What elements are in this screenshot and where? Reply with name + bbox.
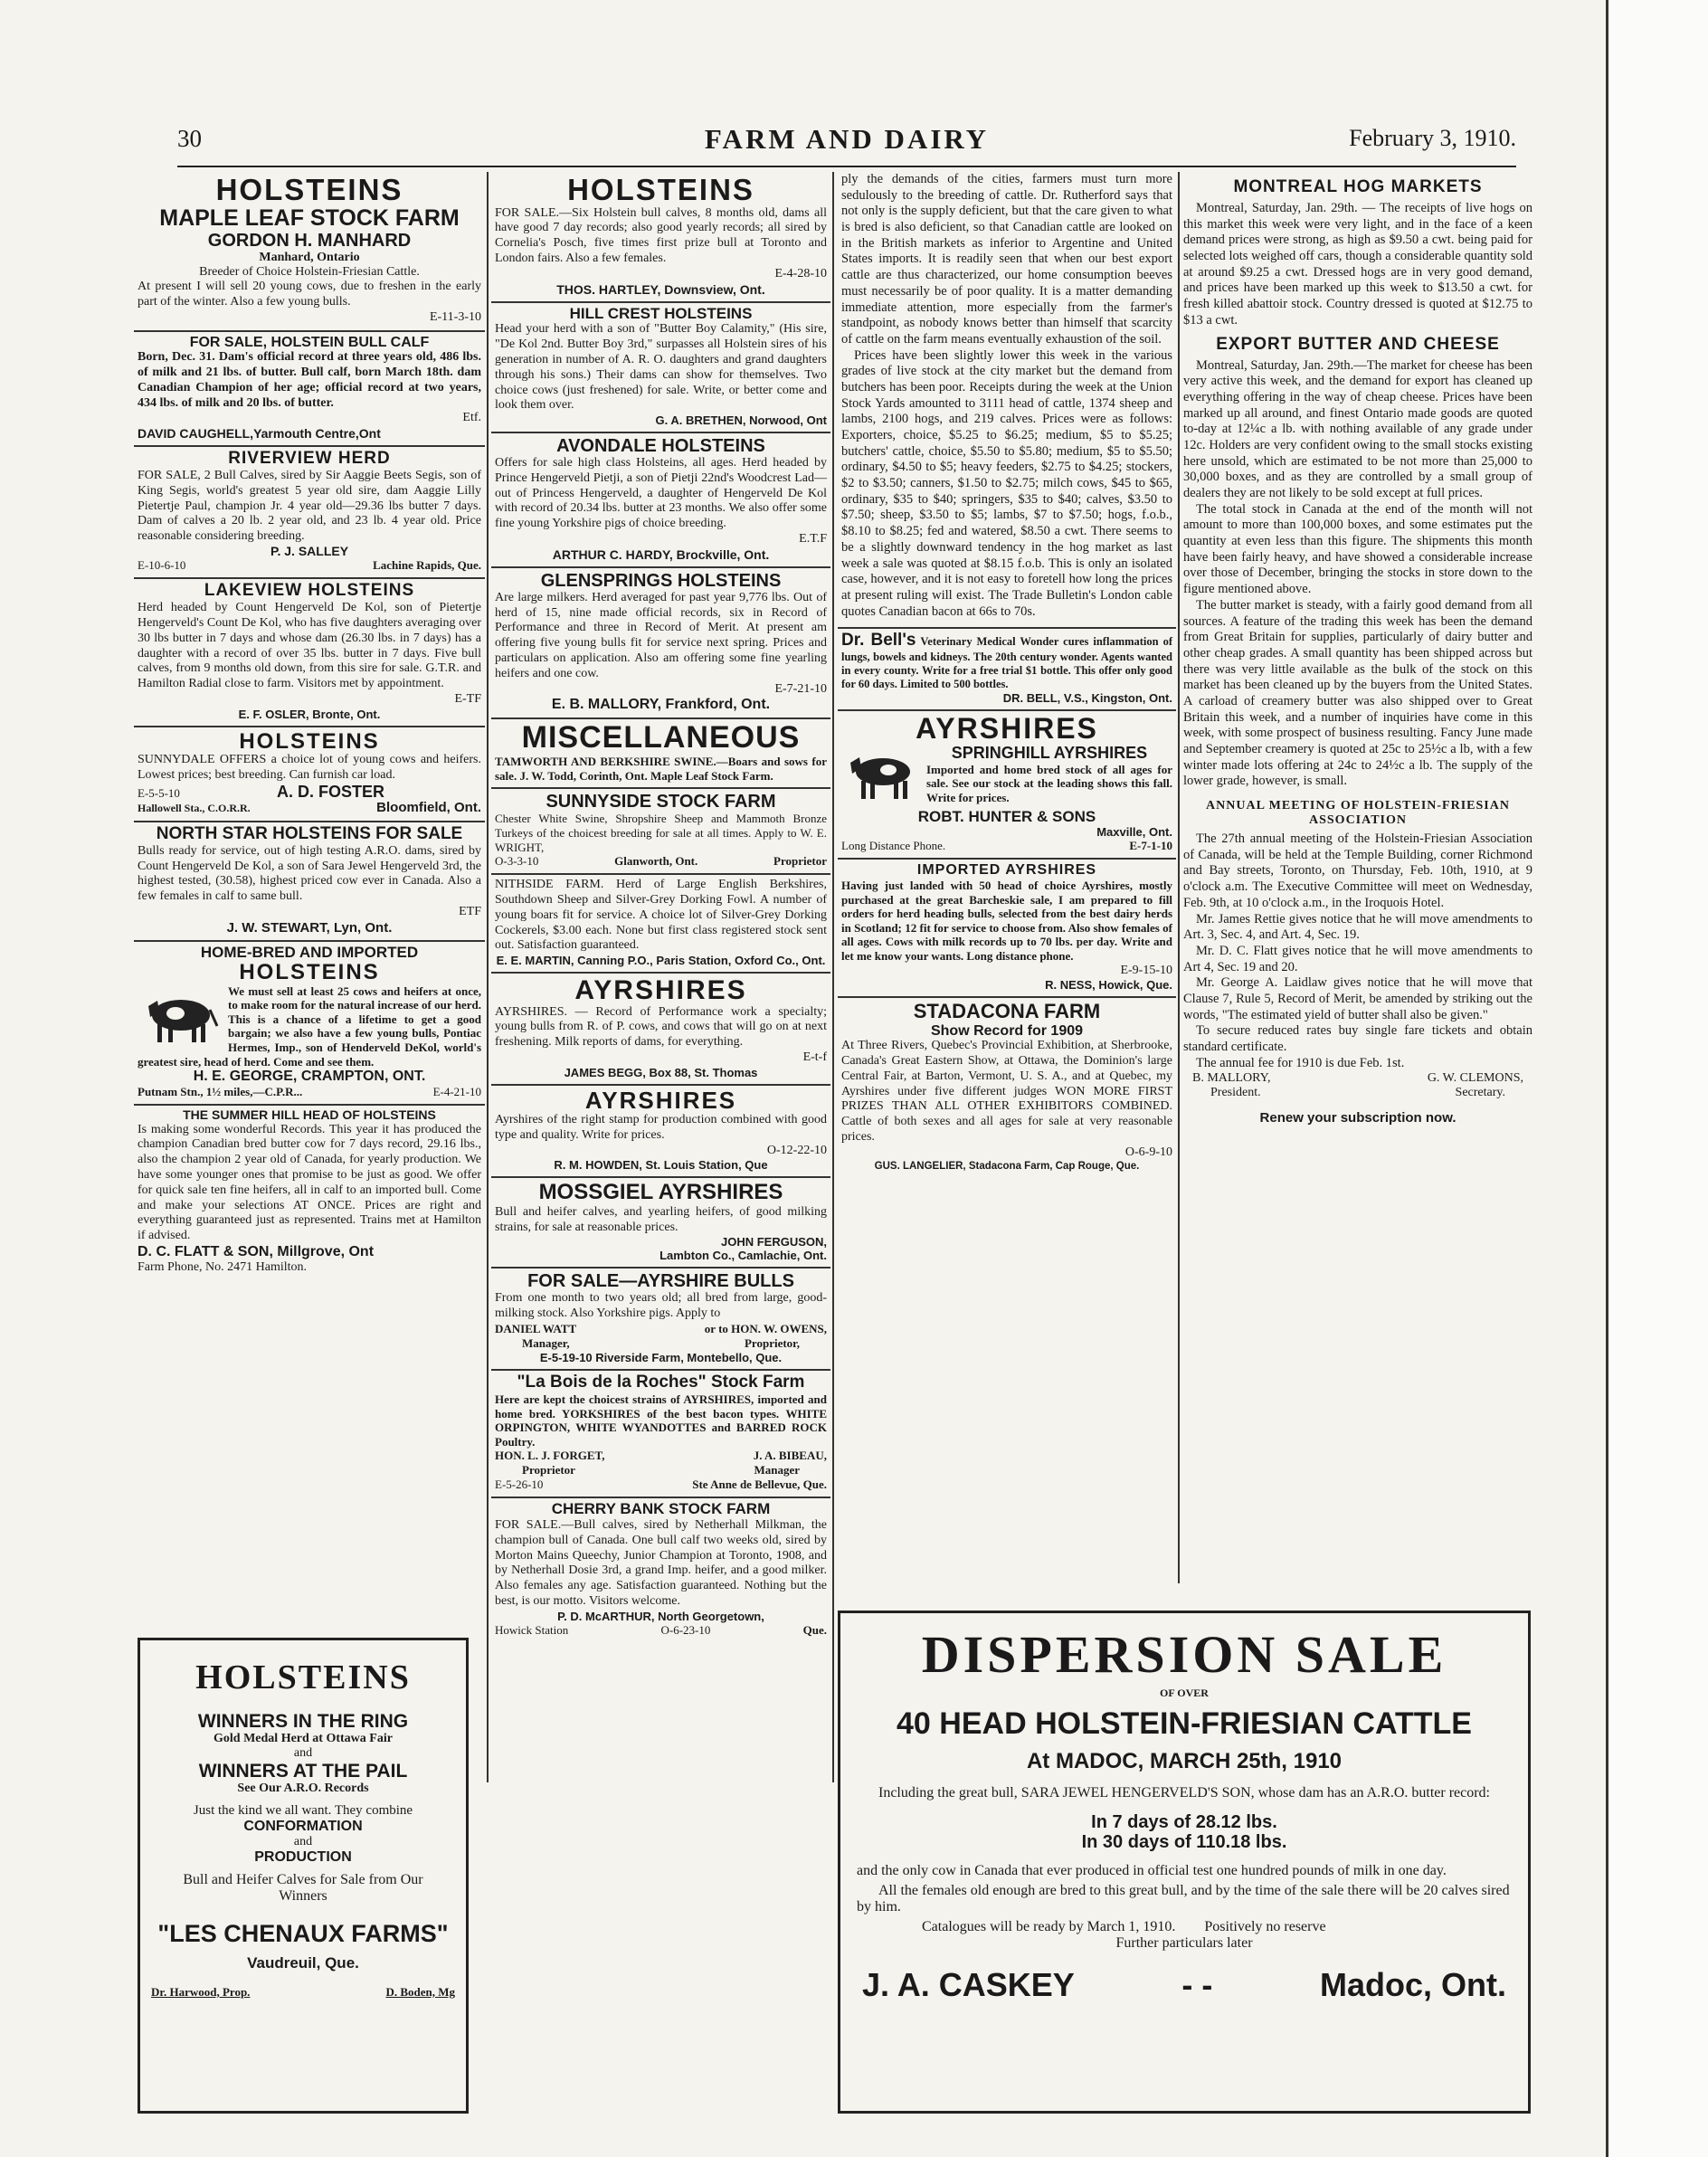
ad-code: ETF <box>459 905 481 918</box>
ad-body: SUNNYDALE OFFERS a choice lot of young cows and heifers. Lowest prices; best breeding. Can furnish car load. <box>138 753 481 782</box>
ad-proprietor: Proprietor <box>773 854 827 869</box>
ad-sunnydale <box>134 727 485 822</box>
box-proprietor: Dr. Harwood, Prop. <box>151 1984 251 1999</box>
article-paragraph: Mr. D. C. Flatt gives notice that he will move amendments to Art 4, Sec. 19 and 20. <box>1183 943 1532 974</box>
dispersion-record-30: In 30 days of 110.18 lbs. <box>1081 1831 1287 1852</box>
ad-les-chenaux-box <box>138 1638 469 2114</box>
box-line: WINNERS IN THE RING <box>197 1710 409 1732</box>
ad-code: O-12-22-10 <box>766 1143 827 1157</box>
article-heading: ANNUAL MEETING OF HOLSTEIN-FRIESIAN ASSOCIATION <box>1206 799 1510 828</box>
ad-ayrshires-howden <box>491 1086 830 1179</box>
ad-body: We must sell at least 25 cows and heifers at once, to make room for the natural increase of our herd. This is a chance of a lifetime to get a good bargain; we also have a few young bulls, Pontiac Hermes, Imp., son of Henderveld DeKol, world's greatest sire, head of herd. Come and see them. <box>138 983 481 1069</box>
ad-signature: E. E. MARTIN, Canning P.O., Paris Station, Oxford Co., Ont. <box>496 954 826 968</box>
ad-code: E-5-5-10 <box>138 785 180 800</box>
ad-code: E-7-21-10 <box>774 681 827 696</box>
section-heading: AYRSHIRES <box>916 712 1098 746</box>
section-heading: MISCELLANEOUS <box>521 720 801 755</box>
dispersion-title: DISPERSION SALE <box>921 1625 1447 1684</box>
ad-body: Herd headed by Count Hengerveld De Kol, son of Pietertje Hengerveld's Count De Kol, who has five daughters averaging over 30 lbs butter in 7 days and whose dam (26.30 lbs. in 7 days) has a daughter with a record of over 35 lbs. butter in 7 days. Five bull calves, from 9 months old down, from this sire for sale. G.T.R. and Hamilton Radial close to farm. Visitors met by appointment. <box>138 601 481 691</box>
page-header <box>177 125 1516 161</box>
ad-title: MOSSGIEL AYRSHIRES <box>538 1180 783 1205</box>
ad-phone: Farm Phone, No. 2471 Hamilton. <box>138 1260 308 1274</box>
dispersion-record-7: In 7 days of 28.12 lbs. <box>1091 1811 1277 1832</box>
dispersion-dashes: - - <box>1181 1965 1213 2003</box>
ad-body: Here are kept the choicest strains of AYRSHIRES, imported and home bred. YORKSHIRES of the best bacon types. WHITE ORPINGTON, WHITE WYANDOTTES and BARRED ROCK Poultry. <box>495 1392 827 1449</box>
ad-name: HON. L. J. FORGET, <box>495 1449 605 1463</box>
article-paragraph: Prices have been slightly lower this week in the various grades of live stock at the city market but the demand from butchers has been poor. Receipts during the week at the Union Stock Yards amounted to 3111 head of cattle, 1374 sheep and lambs, 2100 hogs, and 219 calves. Prices were as follows: Exporters, choice, $5.25 to $6.25; medium, $5 to $5.25; butchers' cattle, choice, $5.50 to $5.80; medium, $5 to $5.50; ordinary, $4.50 to $5; heavy feeders, $2.75 to $4.25; stockers, $2 to $3.50; canners, $1.50 to $2.75; milch cows, $45 to $65, ordinary, $35 to $40; springers, $35 to $40; calves, $3.50 to $7.50; sheep, $3.50 to $5; lambs, $7 to $7.50; hogs, f.o.b., $8.10 to $8.25; fed and watered, $8.50 a cwt. There seems to be a slightly downward tendency in the hog market as last week a sale was quoted at $8.15 f.o.b. This is only an isolated case, however, and it is not easy to foretell how long the prices at present ruling will exist. The Trade Bulletin's London cable quotes Canadian bacon at 66s to 70s. <box>841 347 1172 619</box>
ad-title: STADACONA FARM <box>913 1000 1101 1023</box>
ad-title: GLENSPRINGS HOLSTEINS <box>540 570 782 591</box>
ad-ayrshire-bulls <box>491 1269 830 1371</box>
ad-manager: Manager, <box>522 1336 570 1351</box>
ad-signature: DR. BELL, V.S., Kingston, Ont. <box>1002 691 1172 706</box>
ad-tamworth: TAMWORTH AND BERKSHIRE SWINE.—Boars and sows for sale. J. W. Todd, Corinth, Ont. Maple Leaf Stock Farm. <box>495 755 827 783</box>
ad-station: Hallowell Sta., C.O.R.R. <box>138 802 251 815</box>
ad-title: NORTH STAR HOLSTEINS FOR SALE <box>156 823 463 843</box>
ad-subtitle: Show Record for 1909 <box>930 1022 1084 1039</box>
ad-code: O-3-3-10 <box>495 854 539 869</box>
cattle-article <box>838 172 1176 620</box>
ad-body: Veterinary Medical Wonder cures inflammation of lungs, bowels and kidneys. The 20th century wonder. Agents wanted in every county. Write for a free trial $1 bottle. This offer only good for 60 days. Limited to 500 bottles. <box>841 635 1172 691</box>
ad-name: JOHN FERGUSON, <box>720 1235 827 1250</box>
ad-title: THE SUMMER HILL HEAD OF HOLSTEINS <box>183 1107 436 1123</box>
box-line: Just the kind we all want. They combine <box>193 1803 413 1819</box>
box-line: Gold Medal Herd at Ottawa Fair <box>214 1731 393 1745</box>
ad-body: Born, Dec. 31. Dam's official record at three years old, 486 lbs. of milk and 21 lbs. of butter. Bull calf, born March 18th. dam Canadian Champion of her age; official record at two years, 434 lbs. of milk and 20 lbs. of butter. <box>138 350 481 410</box>
box-title: HOLSTEINS <box>195 1658 411 1696</box>
ad-body: NITHSIDE FARM. Herd of Large English Berkshires, Southdown Sheep and Silver-Grey Dorking Fowl. A number of young boars fit for service. A choice lot of Silver-Grey Dorking Cockerels, $3.00 each. None but first class registered stock sent out. Satisfaction guaranteed. <box>495 878 827 953</box>
dispersion-including: Including the great bull, SARA JEWEL HENGERVELD'S SON, whose dam has an A.R.O. butter record: <box>878 1784 1490 1801</box>
secretary-name: G. W. CLEMONS, <box>1427 1071 1523 1086</box>
ad-dr-bell <box>838 627 1176 711</box>
ad-place: Lachine Rapids, Que. <box>373 558 481 573</box>
ad-imported-ayrshires <box>838 860 1176 998</box>
dispersion-head: 40 HEAD HOLSTEIN-FRIESIAN CATTLE <box>897 1706 1472 1741</box>
ad-signature: P. D. McARTHUR, North Georgetown, <box>557 1609 764 1623</box>
box-line: PRODUCTION <box>254 1848 352 1865</box>
section-heading: HOLSTEINS <box>567 173 754 206</box>
article-paragraph: The 27th annual meeting of the Holstein-Friesian Association of Canada, will be held at the Temple Building, corner Richmond and Bay streets, Toronto, on Thursday, Feb. 10th, 1910, at 9 o'clock a.m. The Executive Committee will meet on Wednesday, Feb. 9th, at 10 o'clock a.m., in the Iroquois Hotel. <box>1183 831 1532 910</box>
ad-title: FOR SALE, HOLSTEIN BULL CALF <box>189 334 430 350</box>
ad-title: Dr. Bell's <box>841 631 916 651</box>
ad-signature: G. A. BRETHEN, Norwood, Ont <box>655 413 827 428</box>
ad-body: Are large milkers. Herd averaged for past year 9,776 lbs. Out of herd of 15, nine made official records, six in Record of Performance and three in Record of Merit. At present am offering five young bulls fit for service next spring. Prices and particulars on application. Also am offering some fine yearling heifers and one cow. <box>495 590 827 680</box>
ad-nithside <box>491 875 830 974</box>
ad-riverview <box>134 447 485 579</box>
ad-title: SUNNYSIDE STOCK FARM <box>546 792 776 812</box>
article-paragraph: Montreal, Saturday, Jan. 29th.—The market for cheese has been very active this week, and the demand for export has cleaned up everything offering in the way of cheap cheese. Prices have been marked up all around, and finest Ontario made goods are quoted to-day at 12¼c a lb. with nothing available of any grade under 12c. Holders are very confident owing to the small stocks existing here unsold, which are estimated to be not more than 25,000 to 30,000 boxes, and as they are controlled by a small group of dealers they are not likely to be sold except at full prices. <box>1183 357 1532 500</box>
box-place: Vaudreuil, Que. <box>247 1953 359 1972</box>
ad-maple-leaf <box>134 172 485 332</box>
ad-code: E-9-15-10 <box>1120 963 1172 977</box>
ad-code: E-TF <box>454 692 481 707</box>
ad-title: "La Bois de la Roches" Stock Farm <box>517 1373 805 1392</box>
box-line: CONFORMATION <box>243 1819 363 1835</box>
box-manager: D. Boden, Mg <box>385 1984 455 1999</box>
ad-title: RIVERVIEW HERD <box>228 449 391 469</box>
ad-province: Que. <box>802 1622 827 1637</box>
dispersion-catalogues: Catalogues will be ready by March 1, 1910. <box>922 1918 1176 1934</box>
ad-lakeview <box>134 579 485 727</box>
ad-code: O-6-9-10 <box>1124 1145 1172 1159</box>
ad-owner: ROBT. HUNTER & SONS <box>917 807 1096 825</box>
ad-body: Chester White Swine, Shropshire Sheep and Mammoth Bronze Turkeys of the choicest breeding for sale at all times. Apply to W. E. WRIGHT, <box>495 812 827 854</box>
renew-notice: Renew your subscription now. <box>1259 1110 1457 1126</box>
ad-signature: R. M. HOWDEN, St. Louis Station, Que <box>554 1158 768 1173</box>
section-heading: HOLSTEINS <box>215 173 403 206</box>
ad-code: E-10-6-10 <box>138 558 186 573</box>
dispersion-females: All the females old enough are bred to this great bull, and by the time of the sale there will be 20 calves sired by him. <box>857 1882 1510 1915</box>
ad-dispersion-sale <box>838 1611 1531 2114</box>
ad-signature: E. B. MALLORY, Frankford, Ont. <box>551 697 771 713</box>
ad-bull-calf <box>134 332 485 448</box>
ad-place: Manhard, Ontario <box>259 251 360 265</box>
ad-footer: Howick Station <box>495 1622 569 1637</box>
ad-name-2: J. A. BIBEAU, <box>753 1449 827 1463</box>
ad-phone: Long Distance Phone. <box>841 839 946 853</box>
ad-signature: DAVID CAUGHELL,Yarmouth Centre,Ont <box>138 426 381 442</box>
ad-footer: Putnam Stn., 1½ miles,—C.P.R... <box>138 1085 303 1099</box>
dispersion-place: Madoc, Ont. <box>1320 1965 1506 2003</box>
ad-title-2: HOLSTEINS <box>239 960 380 985</box>
ad-mossgiel <box>491 1178 830 1269</box>
ad-body: Bull and heifer calves, and yearling heifers, of good milking strains, for sale at reasonable prices. <box>495 1204 827 1234</box>
ad-hartley <box>491 172 830 303</box>
article-paragraph: Montreal, Saturday, Jan. 29th. — The receipts of live hogs on this market this week were very light, and in the face of a keen demand prices were strong, as high as $9.50 a cwt. being paid for selected lots weighed off cars, though a considerable quantity sold at around $9.25 a cwt. Dressed hogs are in very good demand, and prices have been marked up this week to $13.50 a cwt. for fresh killed abattoir stock. Country dressed is quoted at $12.75 to $13 a cwt. <box>1183 201 1532 328</box>
article-paragraph: The butter market is steady, with a fairly good demand from all sources. A feature of the trading this week has been the demand from Great Britain for supplies, particularly of dairy butter and other cheap grades. A small quantity has been shipped across but there was very little available as the bulk of the stock on this market has been cleaned up by the buyers from the United States. A carload of creamery butter was also shipped over to Great Britain this week, and a number of inquiries have come in this week, with some prospect of business resulting. Fancy June made and September creamery is quoted at 25c to 25½c a lb, with a few winter made lots offering at 24c to 24½c a lb. The supply of the lower grade, however, is small. <box>1183 597 1532 789</box>
ad-code: E.T.F <box>799 532 827 546</box>
article-paragraph: The annual fee for 1910 is due Feb. 1st. <box>1196 1055 1405 1070</box>
ad-body: FOR SALE.—Bull calves, sired by Netherhall Milkman, the champion bull of Canada. One bull calf two weeks old, sired by Morton Mains Queechy, Junior Champion at Toronto, 1908, and by Netherhall Dosie 3rd, a grand Imp. heifer, and a good milker. Also females any age. Satisfaction guaranteed. Nothing but the best, is our motto. Visitors welcome. <box>495 1518 827 1608</box>
ad-title: MAPLE LEAF STOCK FARM <box>159 204 460 231</box>
ad-code: E-4-28-10 <box>774 266 827 280</box>
ad-signature: JAMES BEGG, Box 88, St. Thomas <box>564 1065 758 1079</box>
ad-body: Having just landed with 50 head of choice Ayrshires, mostly purchased at the great Barcheskie sale, I am prepared to fill orders for herd heading bulls, selected from the best dairy herds in Scotland; 12 fit for service to choose from. Also show females of all ages. Cows with milk records up to 70 lbs. per day. Write and let me know your wants. Long distance phone. <box>841 879 1172 963</box>
ad-signature: THOS. HARTLEY, Downsview, Ont. <box>556 281 765 297</box>
ad-title: IMPORTED AYRSHIRES <box>916 862 1097 879</box>
ad-la-bois <box>491 1371 830 1498</box>
ad-code: Etf. <box>462 411 481 425</box>
ad-body: Head your herd with a son of "Butter Boy Calamity," (His sire, "De Kol 2nd. Butter Boy 3rd," surpasses all Holstein sires of his generation in number of A. R. O. daughters and grand daughters through his sons.) Their dams can show for themselves. Two choice cows (just freshened) for sale. Write, or better come and look them over. <box>495 322 827 413</box>
column-3 <box>838 172 1176 1588</box>
ad-summer-hill <box>134 1106 485 1280</box>
column-rule <box>832 172 834 1782</box>
dispersion-reserve: Positively no reserve <box>1204 1918 1326 1934</box>
dispersion-further: Further particulars later <box>1115 1934 1253 1951</box>
ad-title: CHERRY BANK STOCK FARM <box>551 1500 771 1518</box>
ad-place: Lambton Co., Camlachie, Ont. <box>659 1249 827 1263</box>
misc-heading-block <box>491 719 830 789</box>
ad-title: AVONDALE HOLSTEINS <box>556 436 765 457</box>
ad-proprietor: Proprietor <box>522 1463 575 1478</box>
ad-title: HOME-BRED AND IMPORTED <box>200 943 419 961</box>
ad-avondale <box>491 433 830 568</box>
column-1 <box>134 172 485 1638</box>
ad-code: E-11-3-10 <box>429 309 481 324</box>
ad-title: FOR SALE—AYRSHIRE BULLS <box>527 1271 794 1292</box>
secretary-label: Secretary. <box>1455 1086 1505 1100</box>
ad-body: At present I will sell 20 young cows, due to freshen in the early part of the winter. Also a few young bulls. <box>138 280 481 309</box>
ad-title: HILL CREST HOLSTEINS <box>569 304 753 322</box>
cow-illustration <box>138 986 221 1050</box>
ad-code: E-4-21-10 <box>432 1085 481 1099</box>
section-heading: AYRSHIRES <box>574 975 747 1006</box>
column-rule <box>1178 172 1180 1583</box>
ad-body: Ayrshires of the right stamp for production combined with good type and quality. Write for prices. <box>495 1113 827 1142</box>
ad-body: Is making some wonderful Records. This year it has produced the champion Canadian bred butter cow for 7 days record, 29.16 lbs., also the champion 2 year old of Canada, for yearly production. We have some younger ones that promise to be just as good. We offer for quick sale ten fine heifers, all in calf to an imported bull. Come and make your selections AT ONCE. Prices are right and everything guaranteed just as represented. Trains met at Hamilton if advised. <box>138 1122 481 1243</box>
article-paragraph: To secure reduced rates buy single fare tickets and obtain standard certificate. <box>1183 1023 1532 1054</box>
ad-cherry-bank <box>491 1498 830 1641</box>
ad-signature: ARTHUR C. HARDY, Brockville, Ont. <box>552 546 770 562</box>
ad-signature: H. E. GEORGE, CRAMPTON, ONT. <box>193 1069 426 1085</box>
ad-line: Breeder of Choice Holstein-Friesian Cattle. <box>199 265 420 280</box>
ad-body: Offers for sale high class Holsteins, all ages. Herd headed by Prince Hengerveld Pietji, a son of Pietji 22nd's Woodcrest Lad—out of Princess Hengerveld, a daughter of Hengerveld De Kol with record of 20.34 lbs. butter at 23 months. We also offer some fine young Yorkshire pigs of choice breeding. <box>495 456 827 531</box>
ad-place: Glanworth, Ont. <box>614 854 698 869</box>
ad-place: Maxville, Ont. <box>1096 825 1172 840</box>
box-and: and <box>293 1834 313 1848</box>
ad-code: E-5-26-10 <box>495 1478 544 1492</box>
ad-name: DANIEL WATT <box>495 1322 577 1336</box>
president-label: President. <box>1210 1086 1261 1100</box>
page-number: 30 <box>177 125 202 152</box>
adjacent-page-edge <box>1606 0 1708 2157</box>
ad-body: FOR SALE.—Six Holstein bull calves, 8 months old, dams all have good 7 day records; also good yearly records; all sired by Cornelia's Posch, five times first prize bull at Toronto and London fairs. Also a few females. <box>495 205 827 266</box>
ad-signature: E. F. OSLER, Bronte, Ont. <box>238 707 381 721</box>
box-farm-name: "LES CHENAUX FARMS" <box>157 1920 449 1948</box>
ad-ayrshires-begg <box>491 974 830 1086</box>
ad-body: Bulls ready for service, out of high testing A.R.O. dams, sired by Count Hengerveld De Kol, a son of Sara Jewel Hengerveld 3rd, the highest tested, (30.58), highest priced cow ever in Canada. Also a few females in calf to same bull. <box>138 843 481 904</box>
ad-body: At Three Rivers, Quebec's Provincial Exhibition, at Sherbrooke, Canada's Great Eastern Show, at Ottawa, the Dominion's large Central Fair, at Barton, Vermont, U. S. A., and at Quebec, my Ayrshires under five different judges WON MORE FIRST PRIZES THAN ALL OTHER EXHIBITORS COMBINED. Cattle of both sexes and all ages for sale at very reasonable prices. <box>841 1039 1172 1144</box>
article-paragraph: Mr. James Rettie gives notice that he will move amendments to Art. 3, Sec. 4, and Art. 4, Sec. 19. <box>1183 911 1532 943</box>
ad-body: FOR SALE, 2 Bull Calves, sired by Sir Aaggie Beets Segis, son of King Segis, world's greatest 5 year old sire, dam Aaggie Lilly Pietertje Paul, champion Jr. 4 year old—29.36 lbs butter 7 days. Dam of calves a 20 lb. 2 year old, and 23 lb. 4 year old. Price reasonable considering breeding. <box>138 469 481 544</box>
president-name: B. MALLORY, <box>1192 1071 1271 1086</box>
ad-signature: J. W. STEWART, Lyn, Ont. <box>226 919 393 936</box>
column-2 <box>491 172 830 1782</box>
ad-name-2: or to HON. W. OWENS, <box>704 1322 827 1336</box>
paper-name: FARM AND DAIRY <box>704 123 990 155</box>
ad-signature: GUS. LANGELIER, Stadacona Farm, Cap Rouge, Que. <box>874 1160 1140 1172</box>
box-and: and <box>293 1745 313 1760</box>
ad-manager: Manager <box>754 1463 800 1478</box>
column-rule <box>487 172 489 1782</box>
box-line: WINNERS AT THE PAIL <box>198 1760 408 1782</box>
article-heading: EXPORT BUTTER AND CHEESE <box>1216 334 1500 354</box>
article-paragraph: Mr. George A. Laidlaw gives notice that he will move that Clause 7, Rule 5, Record of Merit, be amended by striking out the words, "The estimated yield of butter shall also be given." <box>1183 975 1532 1022</box>
ad-body: From one month to two years old; all bred from large, good-milking stock. Also Yorkshire pigs. Apply to <box>495 1291 827 1321</box>
ad-place: Ste Anne de Bellevue, Que. <box>692 1478 827 1492</box>
ad-stadacona <box>838 998 1176 1175</box>
dispersion-of-over: OF OVER <box>1160 1686 1209 1699</box>
dispersion-only: and the only cow in Canada that ever produced in official test one hundred pounds of milk in one day. <box>857 1862 1447 1878</box>
ad-name: P. J. SALLEY <box>270 543 349 558</box>
ad-body: Imported and home bred stock of all ages for sale. See our stock at the leading shows this fall. Write for prices. <box>926 762 1172 804</box>
ad-code: E-7-1-10 <box>1129 839 1172 853</box>
cow-illustration <box>841 746 919 807</box>
ad-owner: GORDON H. MANHARD <box>207 231 412 252</box>
ad-body: AYRSHIRES. — Record of Performance work a specialty; young bulls from R. of P. cows, and cows that will go on at next freshening. Milk reports of dams, for everything. <box>495 1004 827 1050</box>
ad-code: E-t-f <box>802 1050 827 1064</box>
box-line: See Our A.R.O. Records <box>237 1782 369 1796</box>
ad-proprietor: Proprietor, <box>744 1336 800 1351</box>
issue-date: February 3, 1910. <box>1349 125 1516 151</box>
ad-north-star <box>134 822 485 942</box>
article-heading: MONTREAL HOG MARKETS <box>1233 177 1483 196</box>
ad-glensprings <box>491 568 830 720</box>
ad-code: O-6-23-10 <box>660 1622 711 1637</box>
ad-title: SPRINGHILL AYRSHIRES <box>951 743 1148 762</box>
box-line: Bull and Heifer Calves for Sale from Our Winners <box>183 1872 423 1905</box>
dispersion-owner: J. A. CASKEY <box>862 1965 1075 2003</box>
ad-home-bred <box>134 942 485 1106</box>
ad-signature: D. C. FLATT & SON, Millgrove, Ont <box>138 1244 375 1259</box>
section-heading: AYRSHIRES <box>584 1086 737 1114</box>
ad-place: Bloomfield, Ont. <box>376 800 481 816</box>
column-4 <box>1183 172 1532 1588</box>
ad-title: HOLSTEINS <box>239 728 380 754</box>
dispersion-date: At MADOC, MARCH 25th, 1910 <box>1026 1749 1343 1774</box>
ad-hill-crest <box>491 303 830 433</box>
ad-title: LAKEVIEW HOLSTEINS <box>204 581 415 601</box>
ad-place: E-5-19-10 Riverside Farm, Montebello, Que. <box>539 1351 783 1365</box>
ad-springhill <box>838 711 1176 860</box>
article-paragraph: ply the demands of the cities, farmers must turn more sedulously to the breeding of cattle. Dr. Rutherford says that not only is the supply deficient, but that the care given to what is bred is also deficient, so that Canadian cattle are looked on in the British markets as inferior to Argentine and United States imports. It is readily seen that when our best export cattle are thus characterized, our home consumption beeves must necessarily be of poor quality. It is a matter demanding immediate attention, more especially from the farmer's standpoint, as nobody knows better than himself that scarcity of cattle on the farm means eventually exhaustion of the soil. <box>841 172 1172 347</box>
ad-sunnyside <box>491 789 830 875</box>
ad-name: A. D. FOSTER <box>276 782 384 801</box>
ad-signature: R. NESS, Howick, Que. <box>1045 978 1172 993</box>
header-rule <box>177 166 1516 167</box>
article-paragraph: The total stock in Canada at the end of the month will not amount to more than 100,000 boxes, and some estimates put the quantity at even less than this figure. The shipments this month have been fairly heavy, and have showed a considerable increase over those of December, bringing the stocks in store down to the figure mentioned above. <box>1183 501 1532 597</box>
